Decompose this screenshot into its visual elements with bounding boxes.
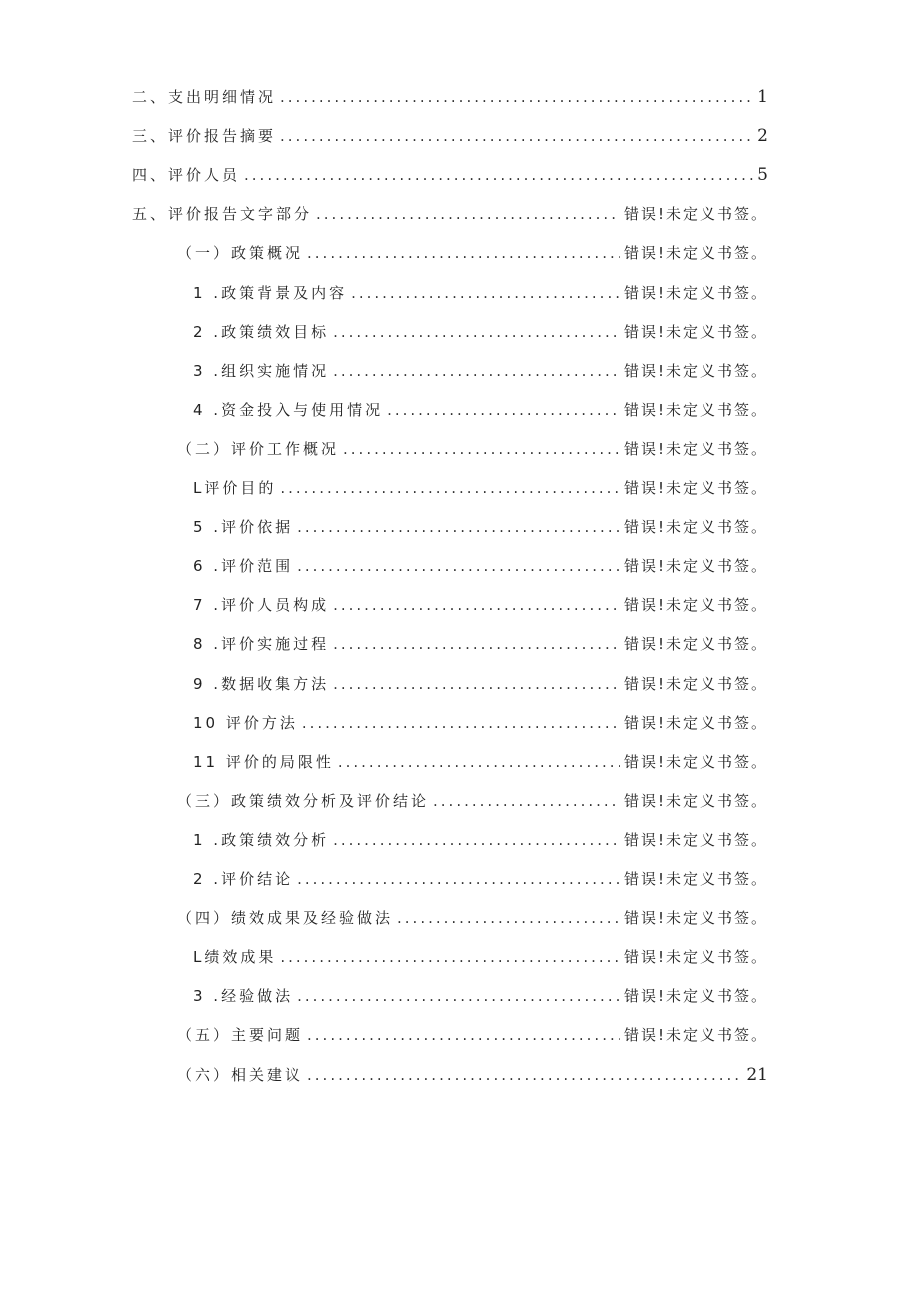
toc-entry-title: L评价目的 (193, 479, 277, 497)
toc-entry-title: 11 评价的局限性 (193, 753, 334, 771)
toc-entry[interactable] (177, 907, 768, 931)
toc-entry-page: 错误!未定义书签。 (623, 1026, 768, 1044)
toc-entry-page: 错误!未定义书签。 (623, 362, 768, 380)
toc-leader-dots (333, 323, 620, 341)
toc-entry[interactable] (132, 164, 768, 188)
toc-entry[interactable] (193, 555, 768, 579)
toc-entry-title: 2 .政策绩效目标 (193, 323, 330, 341)
toc-leader-dots (351, 284, 620, 302)
toc-entry-page: 错误!未定义书签。 (623, 479, 768, 497)
toc-leader-dots (307, 244, 620, 262)
toc-entry-page: 5 (757, 165, 768, 185)
toc-entry-title: （三）政策绩效分析及评价结论 (177, 792, 430, 810)
toc-entry-page: 错误!未定义书签。 (623, 244, 768, 262)
toc-leader-dots (244, 166, 753, 184)
toc-entry-page: 错误!未定义书签。 (623, 792, 768, 810)
toc-entry-page: 错误!未定义书签。 (623, 205, 768, 223)
toc-entry[interactable] (193, 751, 768, 775)
toc-entry-title: （一）政策概况 (177, 244, 304, 262)
toc-entry-page: 错误!未定义书签。 (623, 440, 768, 458)
toc-entry-title: 五、评价报告文字部分 (132, 205, 313, 223)
toc-entry[interactable] (132, 203, 768, 227)
toc-leader-dots (297, 518, 620, 536)
toc-entry-page: 错误!未定义书签。 (623, 831, 768, 849)
toc-entry-title: 6 .评价范围 (193, 557, 294, 575)
toc-entry-title: 1 .政策背景及内容 (193, 284, 348, 302)
toc-entry[interactable] (193, 321, 768, 345)
toc-leader-dots (387, 401, 620, 419)
toc-entry-page: 错误!未定义书签。 (623, 870, 768, 888)
toc-entry-page: 21 (746, 1065, 768, 1085)
toc-entry-title: （五）主要问题 (177, 1026, 304, 1044)
toc-leader-dots (316, 205, 620, 223)
toc-entry-title: 3 .经验做法 (193, 987, 294, 1005)
toc-entry-page: 错误!未定义书签。 (623, 596, 768, 614)
toc-entry-page: 1 (757, 87, 768, 107)
toc-entry-title: L绩效成果 (193, 948, 277, 966)
toc-leader-dots (280, 127, 753, 145)
toc-leader-dots (333, 362, 620, 380)
toc-entry-page: 错误!未定义书签。 (623, 753, 768, 771)
toc-entry-page: 错误!未定义书签。 (623, 714, 768, 732)
toc-leader-dots (338, 753, 620, 771)
toc-entry-page: 错误!未定义书签。 (623, 323, 768, 341)
toc-entry-title: 9 .数据收集方法 (193, 675, 330, 693)
toc-leader-dots (280, 479, 620, 497)
toc-entry[interactable] (193, 360, 768, 384)
toc-entry[interactable] (193, 712, 768, 736)
toc-entry[interactable] (193, 673, 768, 697)
toc-entry-title: （六）相关建议 (177, 1066, 304, 1084)
toc-leader-dots (297, 557, 620, 575)
toc-entry-title: 1 .政策绩效分析 (193, 831, 330, 849)
toc-entry-title: 3 .组织实施情况 (193, 362, 330, 380)
toc-leader-dots (397, 909, 620, 927)
toc-entry[interactable] (132, 86, 768, 110)
toc-entry-title: 二、支出明细情况 (132, 88, 277, 106)
toc-entry-page: 错误!未定义书签。 (623, 518, 768, 536)
toc-leader-dots (343, 440, 620, 458)
toc-entry-page: 错误!未定义书签。 (623, 401, 768, 419)
toc-entry[interactable] (193, 516, 768, 540)
toc-entry[interactable] (177, 1024, 768, 1048)
toc-entry[interactable] (193, 946, 768, 970)
toc-entry-page: 2 (757, 126, 768, 146)
toc-entry-page: 错误!未定义书签。 (623, 909, 768, 927)
toc-leader-dots (297, 987, 620, 1005)
toc-leader-dots (297, 870, 620, 888)
toc-entry[interactable] (193, 868, 768, 892)
toc-entry[interactable] (193, 829, 768, 853)
toc-leader-dots (333, 831, 620, 849)
toc-entry-title: （二）评价工作概况 (177, 440, 340, 458)
toc-entry-page: 错误!未定义书签。 (623, 675, 768, 693)
toc-entry-title: 2 .评价结论 (193, 870, 294, 888)
toc-entry-title: 三、评价报告摘要 (132, 127, 277, 145)
toc-entry[interactable] (193, 594, 768, 618)
toc-entry-title: 8 .评价实施过程 (193, 635, 330, 653)
toc-entry-title: 四、评价人员 (132, 166, 241, 184)
toc-leader-dots (280, 88, 753, 106)
toc-entry[interactable] (177, 438, 768, 462)
toc-entry[interactable] (132, 125, 768, 149)
toc-leader-dots (307, 1066, 742, 1084)
toc-entry-title: 7 .评价人员构成 (193, 596, 330, 614)
toc-entry-title: 10 评价方法 (193, 714, 298, 732)
toc-entry[interactable] (177, 242, 768, 266)
toc-leader-dots (307, 1026, 620, 1044)
toc-entry[interactable] (193, 282, 768, 306)
toc-entry[interactable] (193, 633, 768, 657)
toc-leader-dots (333, 675, 620, 693)
toc-entry-page: 错误!未定义书签。 (623, 948, 768, 966)
toc-entry[interactable] (193, 477, 768, 501)
toc-leader-dots (280, 948, 620, 966)
toc-entry-page: 错误!未定义书签。 (623, 635, 768, 653)
toc-entry-page: 错误!未定义书签。 (623, 987, 768, 1005)
toc-leader-dots (433, 792, 620, 810)
toc-entry-title: 5 .评价依据 (193, 518, 294, 536)
toc-leader-dots (333, 635, 620, 653)
toc-leader-dots (302, 714, 620, 732)
toc-entry-page: 错误!未定义书签。 (623, 284, 768, 302)
toc-entry-title: （四）绩效成果及经验做法 (177, 909, 394, 927)
toc-entry[interactable] (177, 790, 768, 814)
toc-entry[interactable] (177, 1064, 768, 1088)
toc-entry-page: 错误!未定义书签。 (623, 557, 768, 575)
toc-entry[interactable] (193, 985, 768, 1009)
toc-entry[interactable] (193, 399, 768, 423)
toc-leader-dots (333, 596, 620, 614)
toc-entry-title: 4 .资金投入与使用情况 (193, 401, 384, 419)
